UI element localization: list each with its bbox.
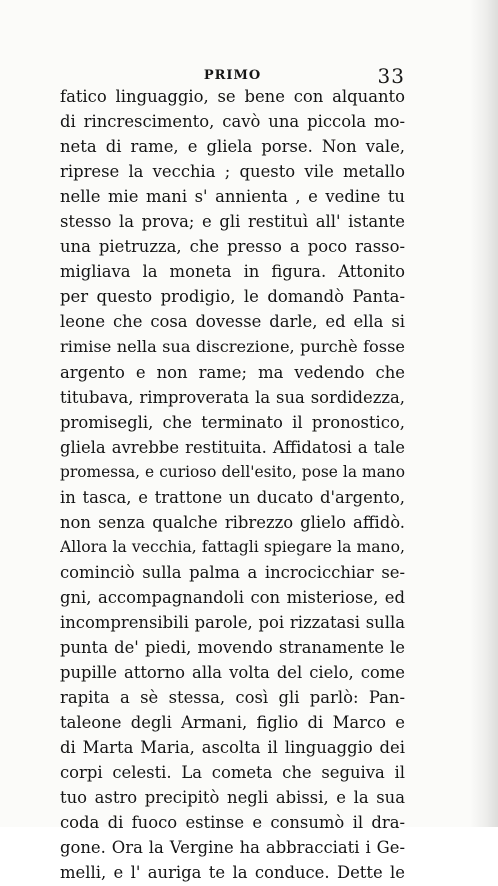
text-line: rapita a sè stessa, così gli parlò: Pan- xyxy=(60,688,405,708)
text-line: per questo prodigio, le domandò Panta- xyxy=(60,287,405,307)
text-line: tuo astro precipitò negli abissi, e la sua xyxy=(60,788,405,808)
text-line: una pietruzza, che presso a poco rasso- xyxy=(60,237,405,257)
page-number: 33 xyxy=(377,64,405,88)
text-line: titubava, rimproverata la sua sordidezza, xyxy=(60,387,405,407)
body-text xyxy=(60,84,405,886)
text-line: incomprensibili parole, poi rizzatasi sulla xyxy=(60,612,405,632)
text-line: cominciò sulla palma a incrocicchiar se- xyxy=(60,562,405,582)
text-line: fatico linguaggio, se bene con alquanto xyxy=(60,87,405,106)
text-line: rimise nella sua discrezione, purchè fosse xyxy=(60,337,405,357)
text-line: migliava la moneta in figura. Attonito xyxy=(60,262,405,282)
text-line: corpi celesti. La cometa che seguiva il xyxy=(60,763,405,783)
text-line: taleone degli Armani, figlio di Marco e xyxy=(60,713,405,733)
text-line: argento e non rame; ma vedendo che xyxy=(60,362,405,382)
running-title: PRIMO xyxy=(203,68,262,83)
text-line: promisegli, che terminato il pronostico, xyxy=(60,412,405,432)
text-line: punta de' piedi, movendo stranamente le xyxy=(60,638,405,658)
text-line: neta di rame, e gliela porse. Non vale, xyxy=(60,137,405,157)
text-line: melli, e l' auriga te la conduce. Dette le xyxy=(60,863,405,883)
text-line: coda di fuoco estinse e consumò il dra- xyxy=(60,813,405,833)
text-line: in tasca, e trattone un ducato d'argento, xyxy=(60,487,405,507)
text-line: di Marta Maria, ascolta il linguaggio dei xyxy=(60,738,405,758)
page-edge-shadow xyxy=(470,0,498,827)
text-line: gni, accompagnandoli con misteriose, ed xyxy=(60,587,405,607)
text-line: Allora la vecchia, fattagli spiegare la mano, xyxy=(60,537,405,556)
running-head xyxy=(60,64,405,86)
text-line: gone. Ora la Vergine ha abbracciati i Ge- xyxy=(60,838,405,858)
text-line: gliela avrebbe restituita. Affidatosi a tale xyxy=(60,437,405,457)
text-line: di rincrescimento, cavò una piccola mo- xyxy=(60,112,405,132)
text-line: pupille attorno alla volta del cielo, come xyxy=(60,663,405,683)
text-line: riprese la vecchia ; questo vile metallo xyxy=(60,162,405,182)
text-line: promessa, e curioso dell'esito, pose la mano xyxy=(60,462,405,481)
text-line: stesso la prova; e gli restituì all' istante xyxy=(60,212,405,232)
text-line: leone che cosa dovesse darle, ed ella si xyxy=(60,312,405,332)
text-line: nelle mie mani s' annienta , e vedine tu xyxy=(60,187,405,207)
text-line: non senza qualche ribrezzo glielo affidò. xyxy=(60,512,405,532)
